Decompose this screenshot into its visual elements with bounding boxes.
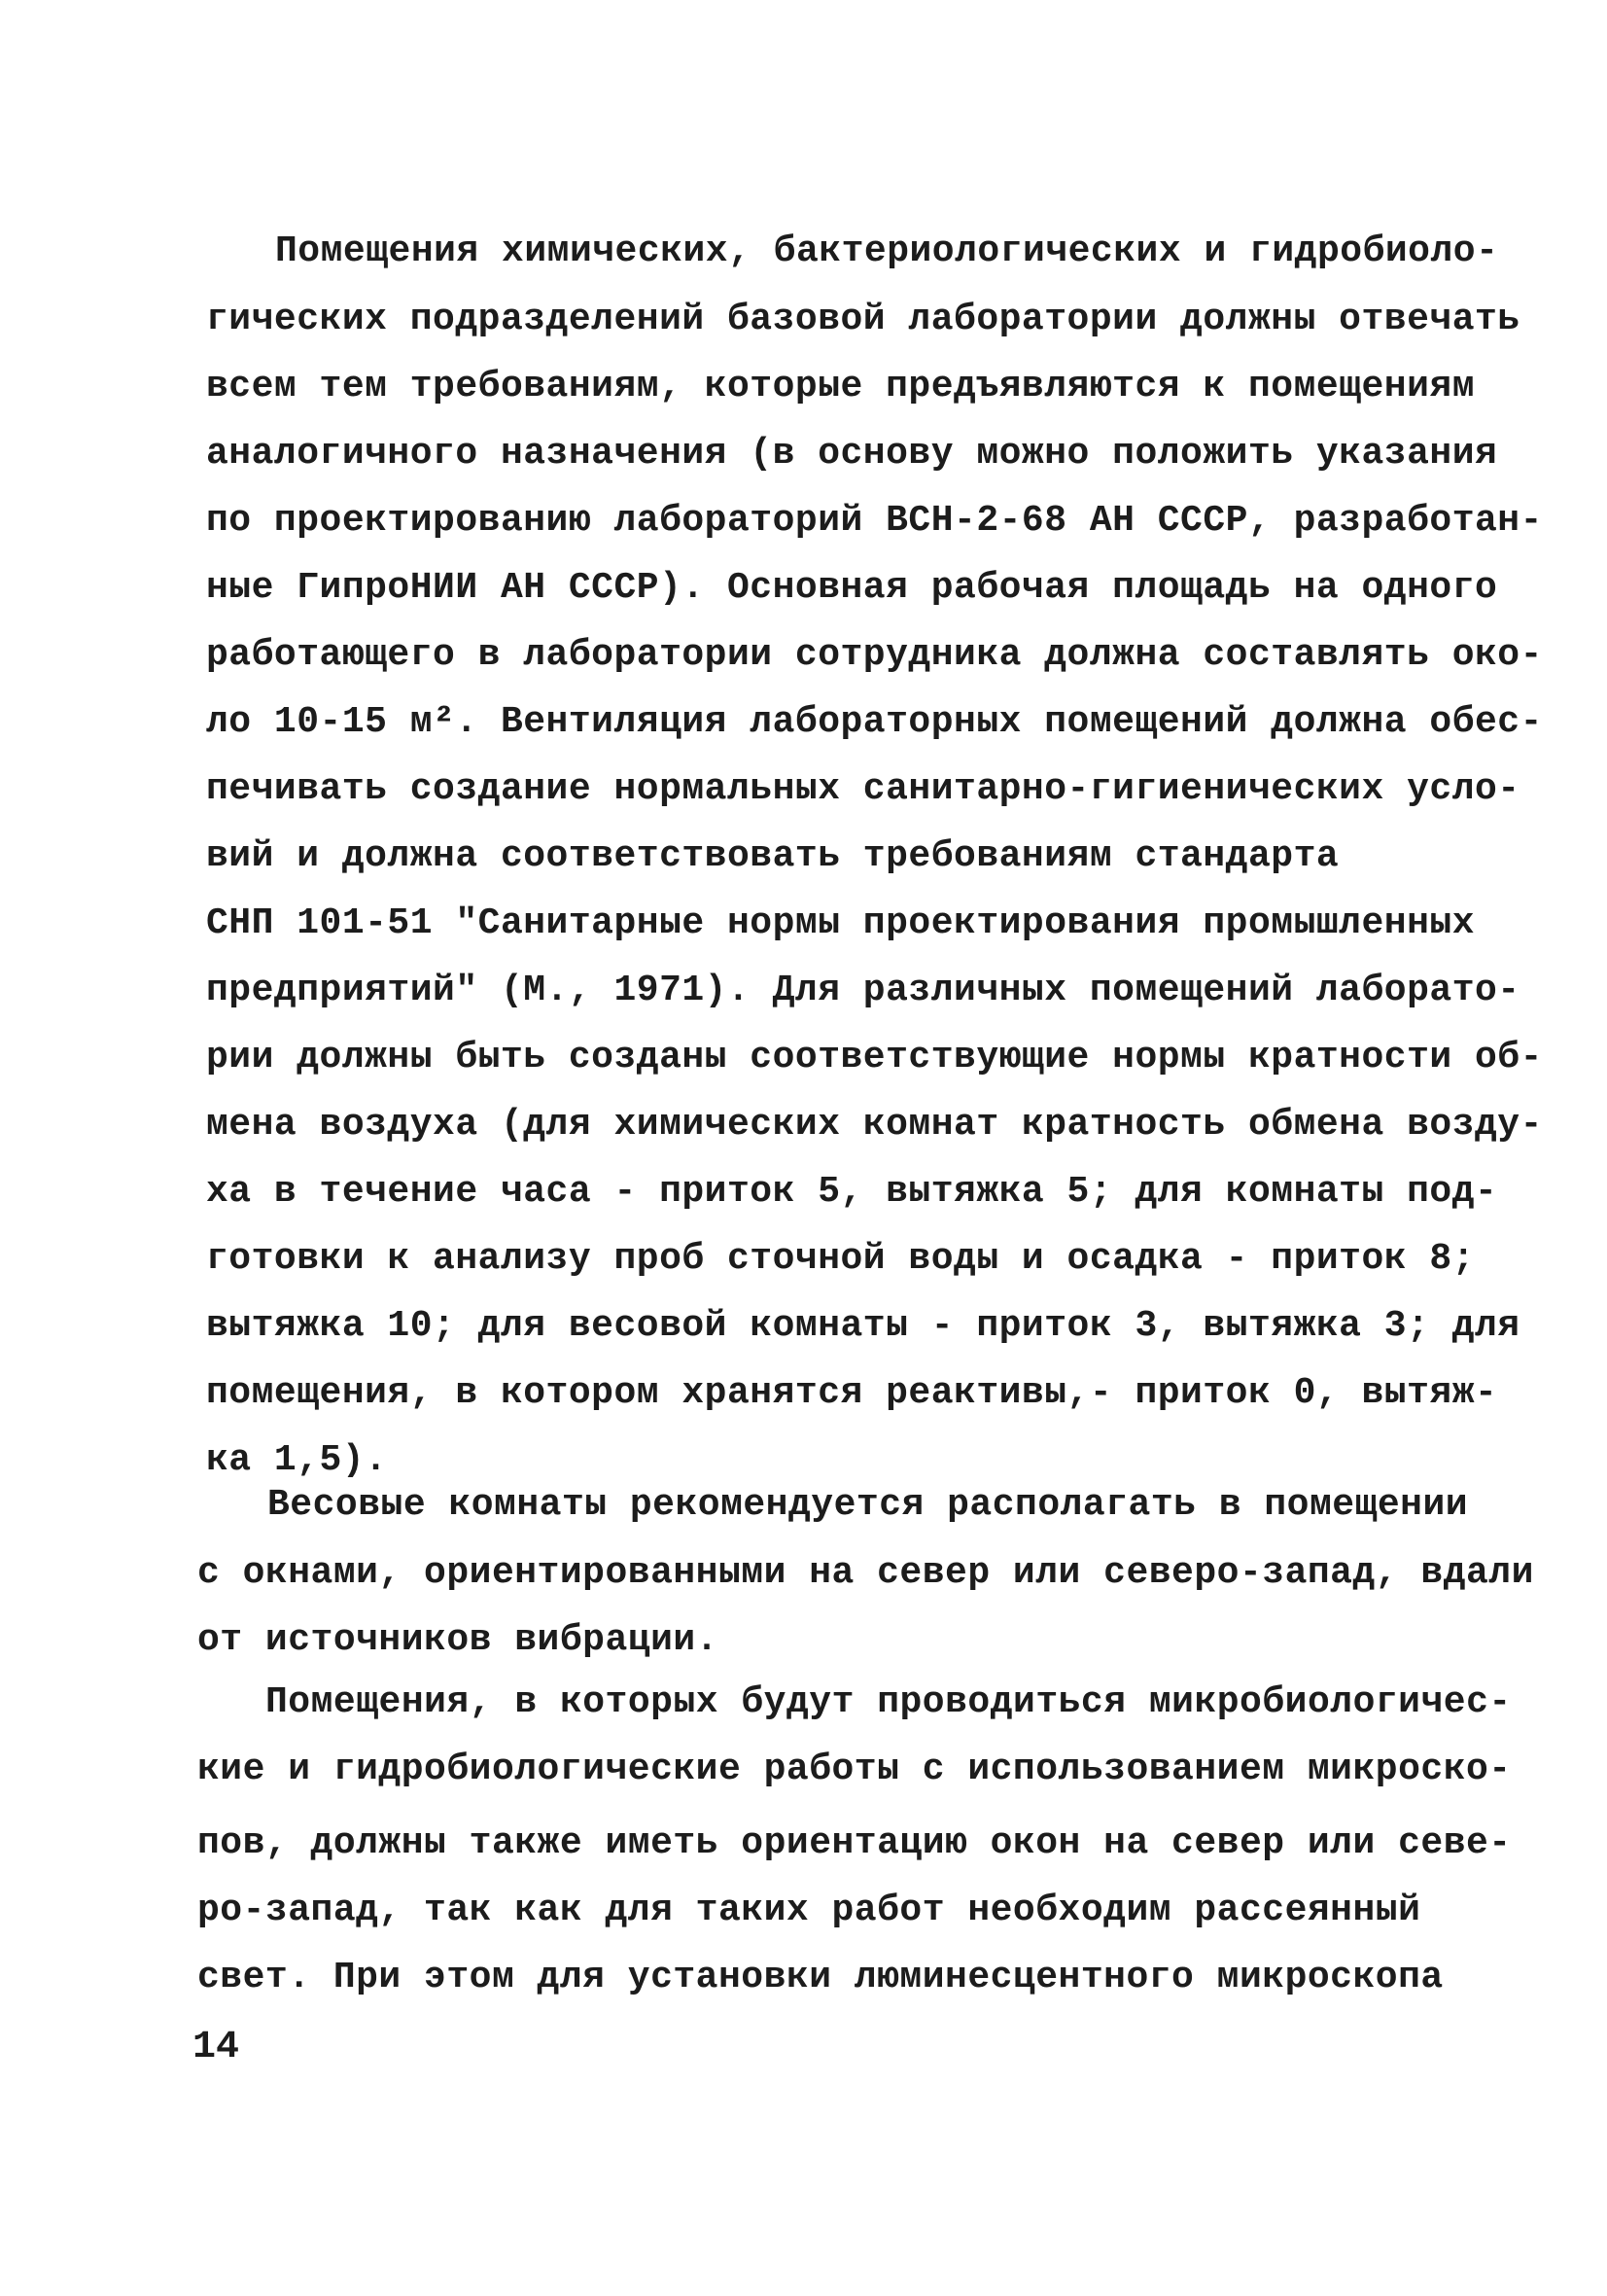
page-number: 14	[192, 2026, 240, 2069]
text-line: вий и должна соответствовать требованиям стандарта	[206, 835, 1340, 877]
text-line: с окнами, ориентированными на север или северо-запад, вдали	[197, 1552, 1534, 1594]
text-line: ные ГипроНИИ АН СССР). Основная рабочая площадь на одного	[206, 567, 1498, 609]
text-line: свет. При этом для установки люминесцентного микроскопа	[197, 1957, 1444, 1998]
text-line: ло 10-15 м². Вентиляция лабораторных помещений должна обес-	[206, 701, 1543, 743]
text-line: вытяжка 10; для весовой комнаты - приток 3, вытяжка 3; для	[206, 1305, 1520, 1347]
text-line: рии должны быть созданы соответствующие нормы кратности об-	[206, 1037, 1543, 1078]
text-line: кие и гидробиологические работы с использованием микроско-	[197, 1748, 1512, 1790]
text-line: Весовые комнаты рекомендуется располагать в помещении	[267, 1484, 1469, 1526]
text-line: всем тем требованиям, которые предъявляются к помещениям	[206, 366, 1476, 407]
text-line: печивать создание нормальных санитарно-гигиенических усло-	[206, 768, 1520, 810]
text-line: ха в течение часа - приток 5, вытяжка 5; для комнаты под-	[206, 1171, 1498, 1213]
text-line: ро-запад, так как для таких работ необходим рассеянный	[197, 1890, 1421, 1931]
text-line: готовки к анализу проб сточной воды и осадка - приток 8;	[206, 1238, 1476, 1280]
text-line: от источников вибрации.	[197, 1619, 718, 1661]
text-line: гических подразделений базовой лаборатории должны отвечать	[206, 299, 1520, 340]
text-line: по проектированию лабораторий ВСН-2-68 АН СССР, разработан-	[206, 500, 1543, 542]
text-line: пов, должны также иметь ориентацию окон на север или севе-	[197, 1822, 1512, 1864]
text-line: мена воздуха (для химических комнат кратность обмена возду-	[206, 1104, 1543, 1146]
text-line: аналогичного назначения (в основу можно положить указания	[206, 433, 1498, 475]
text-line: работающего в лаборатории сотрудника должна составлять око-	[206, 634, 1543, 676]
text-line: СНП 101-51 "Санитарные нормы проектирования промышленных	[206, 902, 1476, 944]
text-line: Помещения химических, бактериологических и гидробиоло-	[275, 230, 1499, 272]
text-line: ка 1,5).	[206, 1439, 388, 1481]
text-line: предприятий" (М., 1971). Для различных помещений лаборато-	[206, 970, 1520, 1011]
text-line: помещения, в котором хранятся реактивы,- приток 0, вытяж-	[206, 1372, 1498, 1414]
text-line: Помещения, в которых будут проводиться микробиологичес-	[265, 1681, 1512, 1723]
